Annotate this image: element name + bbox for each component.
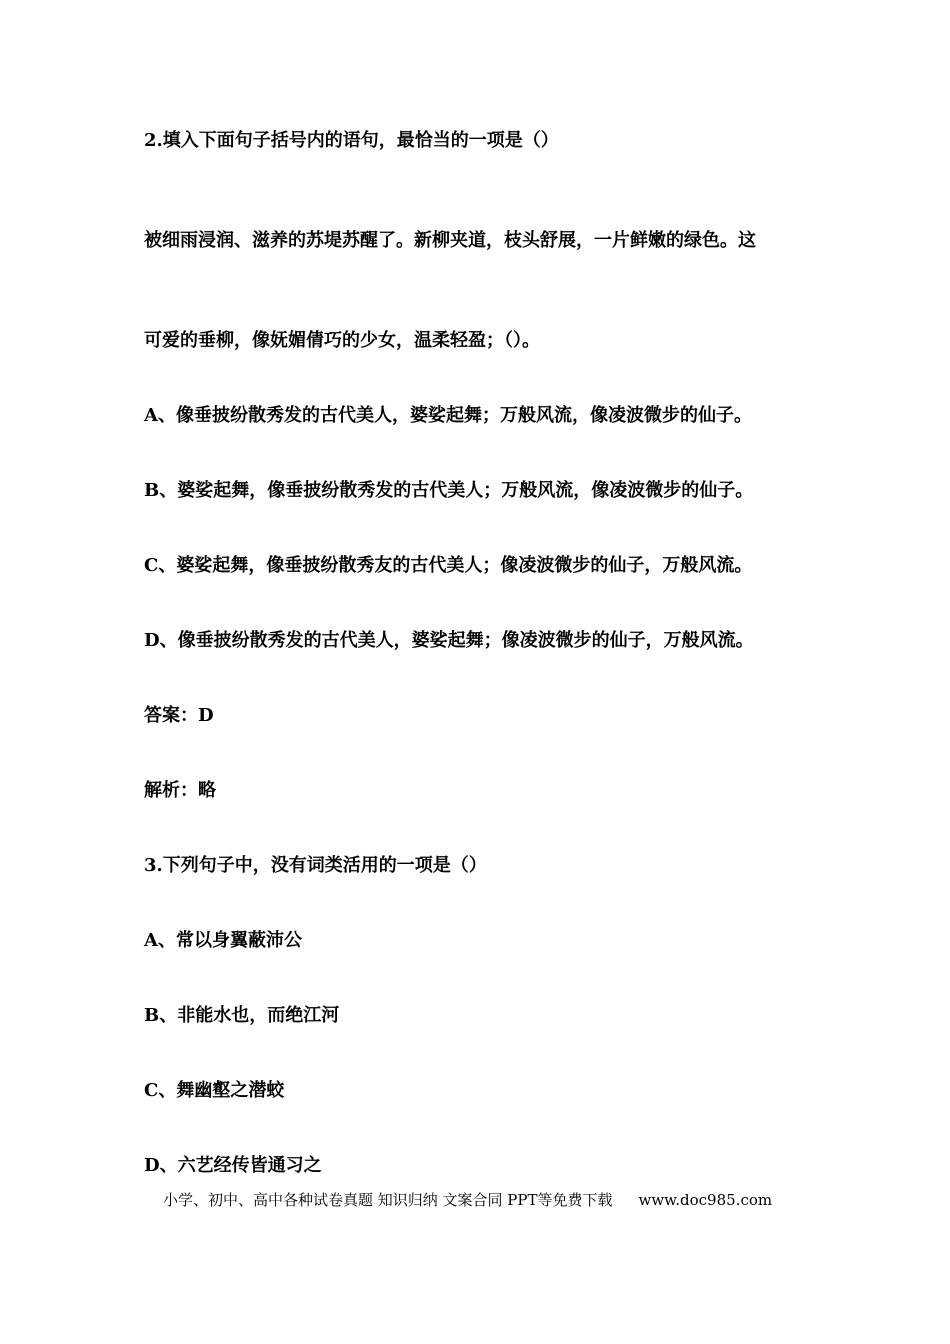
question-2-stem: 2.填入下面句子括号内的语句，最恰当的一项是（） bbox=[144, 130, 559, 151]
question-2-option-a: A、像垂披纷散秀发的古代美人，婆娑起舞；万般风流，像凌波微步的仙子。 bbox=[144, 405, 752, 426]
question-2-option-b: B、婆娑起舞，像垂披纷散秀发的古代美人；万般风流，像凌波微步的仙子。 bbox=[144, 480, 754, 501]
question-3-option-d: D、六艺经传皆通习之 bbox=[144, 1155, 322, 1176]
question-2-passage-line-1: 被细雨浸润、滋养的苏堤苏醒了。新柳夹道，枝头舒展，一片鲜嫩的绿色。这 bbox=[144, 230, 756, 251]
question-2-passage-line-2: 可爱的垂柳，像妩媚倩巧的少女，温柔轻盈；（）。 bbox=[144, 330, 540, 351]
footer-text: 小学、初中、高中各种试卷真题 知识归纳 文案合同 PPT等免费下载 bbox=[163, 1191, 613, 1209]
question-3-option-a: A、常以身翼蔽沛公 bbox=[144, 930, 302, 951]
question-3-stem: 3.下列句子中，没有词类活用的一项是（） bbox=[144, 855, 487, 876]
question-3-option-c: C、舞幽壑之潜蛟 bbox=[144, 1080, 285, 1101]
question-2-option-d: D、像垂披纷散秀发的古代美人，婆娑起舞；像凌波微步的仙子，万般风流。 bbox=[144, 630, 754, 651]
question-3-option-b: B、非能水也，而绝江河 bbox=[144, 1005, 340, 1026]
question-2-answer: 答案：D bbox=[144, 705, 214, 726]
question-2-analysis: 解析：略 bbox=[144, 780, 216, 801]
page-footer bbox=[163, 1189, 772, 1211]
footer-url-link[interactable]: www.doc985.com bbox=[638, 1191, 773, 1209]
question-2-option-c: C、婆娑起舞，像垂披纷散秀友的古代美人；像凌波微步的仙子，万般风流。 bbox=[144, 555, 753, 576]
